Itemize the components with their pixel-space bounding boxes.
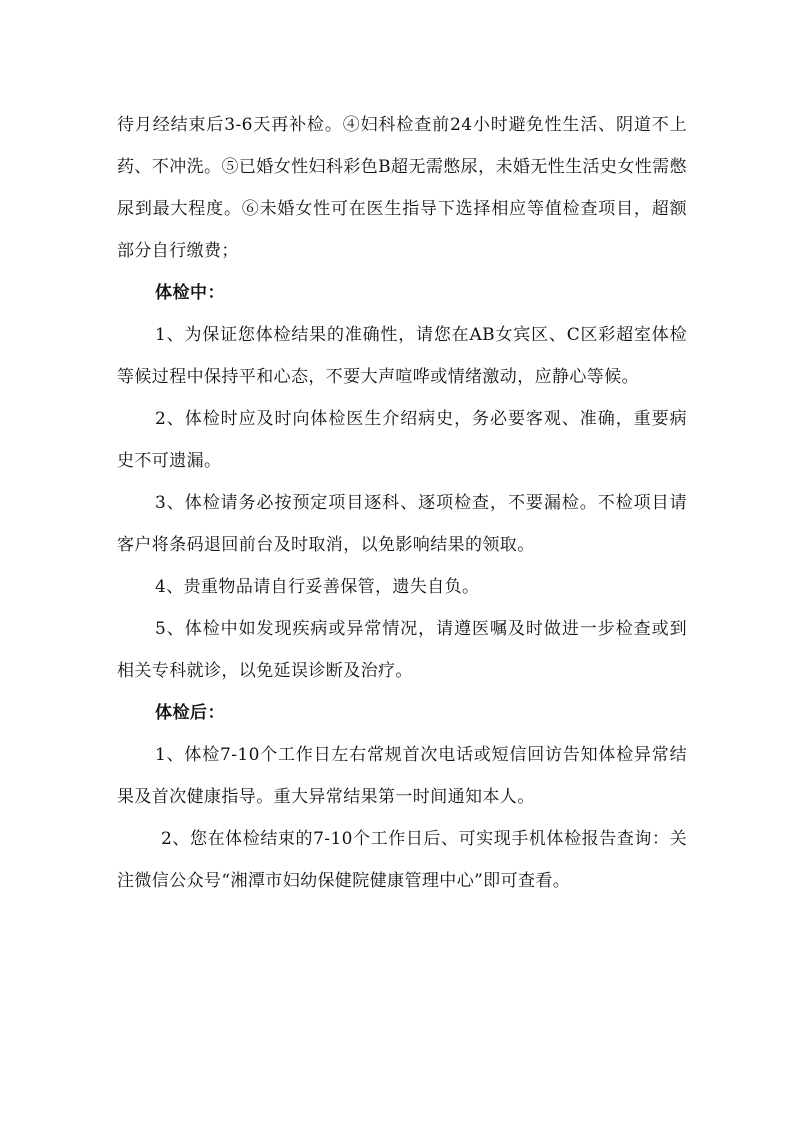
intro-paragraph: 待月经结束后3-6天再补检。④妇科检查前24小时避免性生活、阴道不上药、不冲洗。⑤已婚女性妇科彩色B超无需憋尿，未婚无性生活史女性需憋尿到最大程度。⑥未婚女性可在医生指导下选择相应等值检查项目，超额部分自行缴费； xyxy=(117,115,687,261)
during-item-5: 5、体检中如发现疾病或异常情况，请遵医嘱及时做进一步检查或到相关专科就诊，以免延误诊断及治疗。 xyxy=(117,619,687,681)
during-item-1: 1、为保证您体检结果的准确性，请您在AB女宾区、C区彩超室体检等候过程中保持平和心态，不要大声喧哗或情绪激动，应静心等候。 xyxy=(117,325,687,387)
during-exam-heading: 体检中： xyxy=(155,283,225,303)
after-exam-heading: 体检后： xyxy=(155,703,225,723)
after-item-1: 1、体检7-10个工作日左右常规首次电话或短信回访告知体检异常结果及首次健康指导。重大异常结果第一时间通知本人。 xyxy=(117,745,687,807)
after-item-2: 2、您在体检结束的7-10个工作日后、可实现手机体检报告查询：关注微信公众号“湘潭市妇幼保健院健康管理中心”即可查看。 xyxy=(117,829,687,891)
during-item-2: 2、体检时应及时向体检医生介绍病史，务必要客观、准确，重要病史不可遗漏。 xyxy=(117,409,687,471)
during-item-4: 4、贵重物品请自行妥善保管，遗失自负。 xyxy=(155,577,480,597)
during-item-3: 3、体检请务必按预定项目逐科、逐项检查，不要漏检。不检项目请客户将条码退回前台及时取消，以免影响结果的领取。 xyxy=(117,493,687,555)
document-body xyxy=(117,104,687,902)
